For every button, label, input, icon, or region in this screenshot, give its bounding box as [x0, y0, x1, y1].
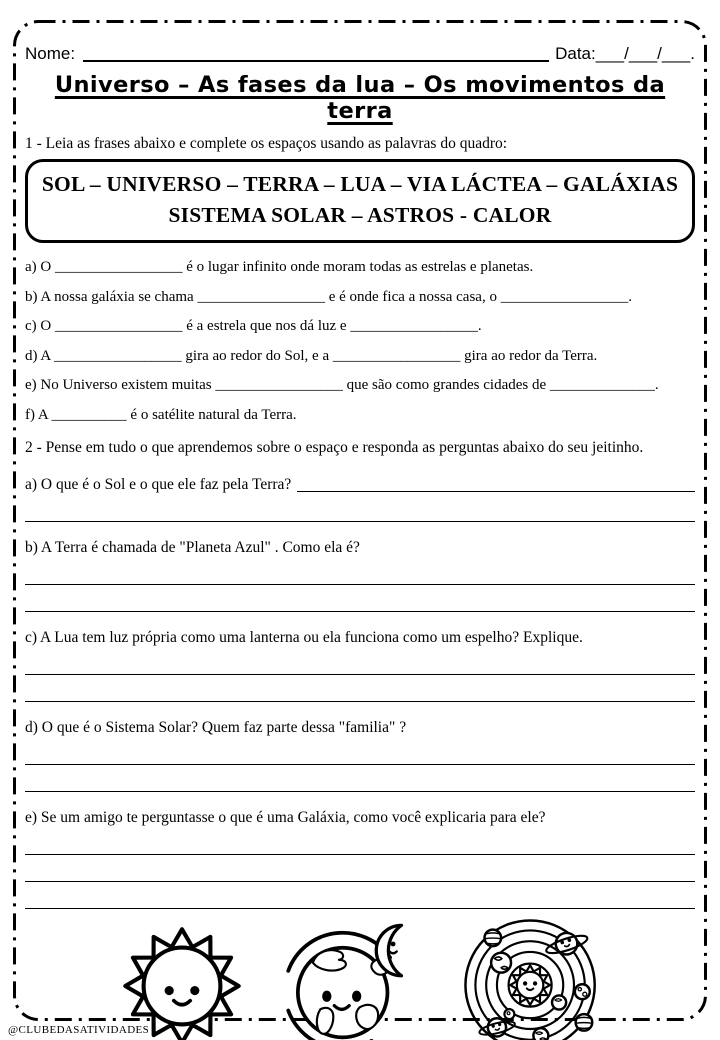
fill-item-f: f) A __________ é o satélite natural da Terra. [25, 406, 297, 423]
fill-item-b: b) A nossa galáxia se chama _________________ e é onde fica a nossa casa, o _________________. [25, 288, 632, 305]
continent-africa [356, 1005, 378, 1029]
answer-line [25, 584, 695, 585]
answer-line [25, 764, 695, 765]
word-bank-line1: SOL – UNIVERSO – TERRA – LUA – VIA LÁCTEA – GALÁXIAS [41, 172, 679, 196]
earth-moon-illustration [268, 916, 436, 1040]
center-sun-eye-left [522, 982, 526, 986]
answer-line [25, 611, 695, 612]
planet-small-inner-right [552, 996, 566, 1010]
sun-eye-left [164, 986, 173, 995]
planet-earthlike-left [491, 953, 511, 973]
fill-in-items [25, 253, 695, 430]
question-e [25, 808, 695, 909]
page-title: Universo – As fases da lua – Os movimentos da terra [54, 72, 666, 124]
question-b [25, 538, 695, 612]
questions-list [25, 475, 695, 909]
planet-saturn-top-right [542, 927, 590, 961]
planet-striped-top-left [484, 930, 501, 947]
earth-eye-right [352, 991, 361, 1002]
planet-tiny-inner-left [504, 1009, 514, 1019]
answer-line [25, 854, 695, 855]
fill-item-e: e) No Universo existem muitas _________________ que são como grandes cidades de ______________. [25, 377, 659, 394]
answer-line [25, 701, 695, 702]
answer-line [25, 908, 695, 909]
center-sun-eye-right [532, 982, 536, 986]
solar-system-illustration [458, 913, 603, 1040]
sun-illustration [118, 922, 246, 1040]
question-d-label: d) O que é o Sistema Solar? Quem faz parte dessa "familia" ? [25, 719, 407, 737]
fill-item-a: a) O _________________ é o lugar infinito onde moram todas as estrelas e planetas. [25, 259, 534, 276]
question-c [25, 628, 695, 702]
planet-bottom-center [533, 1029, 548, 1040]
question-a [25, 475, 695, 522]
fill-item-c: c) O _________________ é a estrela que nos dá luz e _________________. [25, 318, 482, 335]
answer-line [297, 480, 695, 492]
worksheet-content [13, 20, 707, 1020]
sun-eye-right [190, 986, 199, 995]
word-bank-line2: SISTEMA SOLAR – ASTROS - CALOR [168, 203, 552, 228]
moon-smile [389, 951, 396, 953]
planet-striped-bottom-right [575, 1014, 592, 1031]
name-label: Nome: [25, 44, 76, 63]
planet-cratered-right [574, 985, 589, 1000]
answer-line [25, 674, 695, 675]
section1-instruction: 1 - Leia as frases abaixo e complete os espaços usando as palavras do quadro: [25, 135, 508, 152]
name-date-row [25, 44, 695, 64]
answer-line [25, 881, 695, 882]
section2-instruction: 2 - Pense em tudo o que aprendemos sobre o espaço e responda as perguntas abaixo do seu jeitinho. [25, 439, 644, 457]
date-label: Data:___/___/___. [555, 44, 695, 63]
question-e-label: e) Se um amigo te perguntasse o que é uma Galáxia, como você explicaria para ele? [25, 809, 546, 827]
answer-line [25, 521, 695, 522]
word-bank-box [25, 159, 695, 243]
credit-watermark: @CLUBEDASATIVIDADES [8, 1024, 150, 1036]
question-a-label: a) O que é o Sol e o que ele faz pela Terra? [25, 476, 292, 494]
fill-item-d: d) A _________________ gira ao redor do Sol, e a _________________ gira ao redor da Terra. [25, 347, 598, 364]
question-c-label: c) A Lua tem luz própria como uma lanterna ou ela funciona como um espelho? Explique. [25, 629, 583, 647]
answer-line [25, 791, 695, 792]
question-d [25, 718, 695, 792]
illustrations-row [25, 913, 695, 1040]
moon-eye [390, 941, 395, 946]
name-blank-line [83, 48, 549, 62]
question-b-label: b) A Terra é chamada de "Planeta Azul" . Como ela é? [25, 539, 360, 557]
earth-eye-left [322, 991, 331, 1002]
